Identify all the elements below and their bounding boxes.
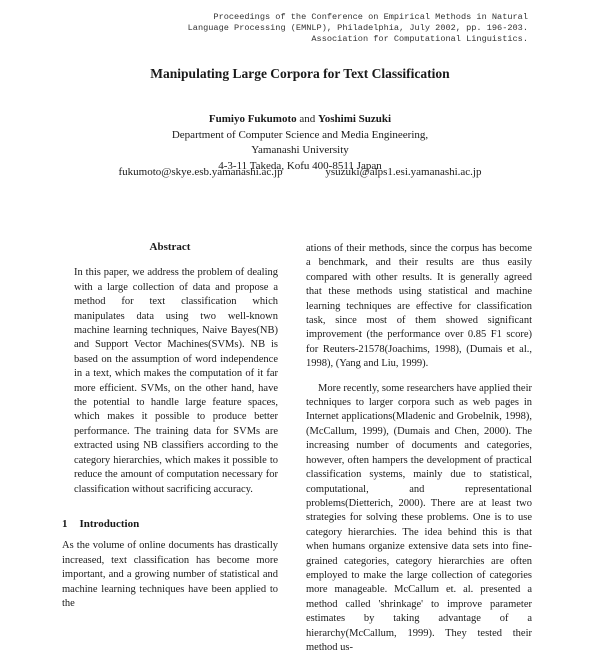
body-paragraph: ations of their methods, since the corpus has become a benchmark, and their results are thus easily compared with other results. It is generally agreed that these methods using statistical and machine learning techniques are effective for classification task, since most of them showed significant improvement (the performance over 0.85 F1 score) for Reuters-21578(Joachims, 1998), (Dumais et al., 1998), (Yang and Liu, 1999). — [306, 243, 532, 370]
author-name: Yoshimi Suzuki — [318, 113, 392, 125]
left-column — [62, 240, 278, 611]
author-block — [0, 112, 600, 174]
abstract-text: In this paper, we address the problem of dealing with a large collection of data and propose a method for text classification which manipulates data using two well-known machine learning techniques, Naive Bayes(NB) and Support Vector Machines(SVMs). NB is based on the assumption of word independence in a text, which makes the computation of it far more efficient. SVMs, on the other hand, have the potential to handle large feature spaces, which makes it possible to produce better performance. The training data for SVMs are extracted using NB classifiers according to the category hierarchies, which makes it possible to reduce the amount of computation necessary for classification without sacrificing accuracy. — [74, 267, 278, 495]
affiliation-line: Department of Computer Science and Media Engineering, — [171, 128, 429, 141]
proceedings-header — [128, 12, 528, 45]
section-number: 1 — [62, 517, 68, 530]
body-paragraph: As the volume of online documents has drastically increased, text classification has become more important, and a growing number of statistical and machine learning techniques have been applied to the — [62, 540, 278, 609]
affiliation-line: Yamanashi University — [251, 144, 349, 156]
author-email: ysuzuki@alps1.esi.yamanashi.ac.jp — [325, 166, 482, 178]
body-paragraph: More recently, some researchers have applied their techniques to larger corpora such as web pages in Internet applications(Mladenic and Grobelnik, 1998), (McCallum, 1999), (Dumais and Chen, 2000). The increasing number of documents and categories, however, often hampers the development of practical classification systems, mainly due to statistical, computational, and representational problems(Dietterich, 2000). There are at least two strategies for solving these problems. One is to use category hierarchies. The idea behind this is that when humans organize extensive data sets into fine-grained categories, category hierarchies are often employed to make the large collection of categories more manageable. McCallum et. al. presented a method called 'shrinkage' to improve parameter estimates by taking advantage of a hierarchy(McCallum, 1999). They tested their method us- — [306, 382, 532, 653]
proceedings-line: Proceedings of the Conference on Empirical Methods in Natural — [213, 12, 528, 22]
proceedings-line: Association for Computational Linguistics. — [311, 34, 528, 44]
paper-title: Manipulating Large Corpora for Text Classification — [150, 66, 450, 81]
abstract-heading: Abstract — [149, 241, 191, 253]
proceedings-line: Language Processing (EMNLP), Philadelphia, July 2002, pp. 196-203. — [187, 23, 528, 33]
section-title: Introduction — [79, 517, 140, 530]
section-heading — [62, 517, 278, 531]
right-column — [306, 242, 532, 655]
author-email: fukumoto@skye.esb.yamanashi.ac.jp — [118, 166, 283, 178]
affiliation-line: 4-3-11 Takeda, Kofu 400-8511 Japan — [218, 159, 382, 172]
email-row — [0, 166, 600, 178]
author-name: Fumiyo Fukumoto — [208, 113, 297, 125]
author-names — [0, 112, 600, 128]
author-conjunction: and — [299, 113, 316, 125]
